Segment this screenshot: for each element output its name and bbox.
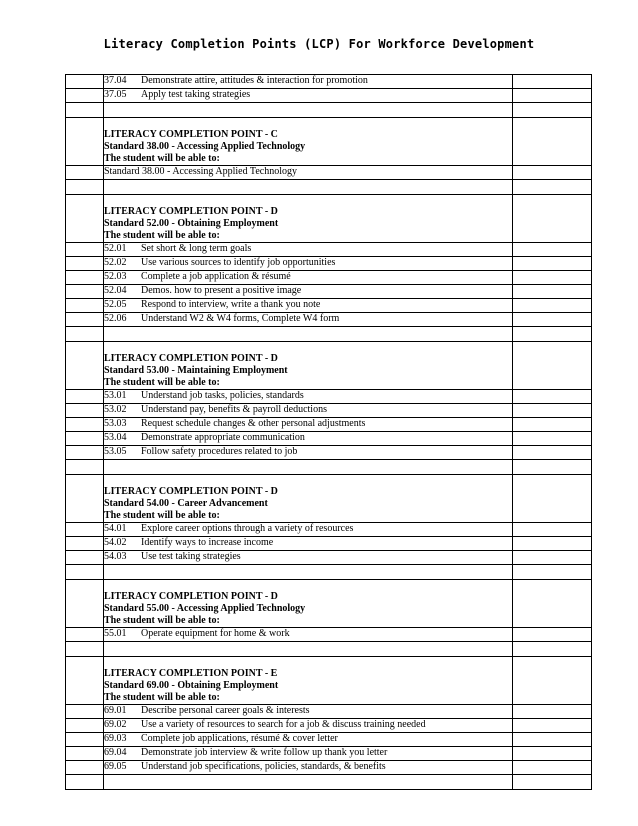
empty-cell: [66, 719, 104, 733]
empty-cell: [513, 195, 592, 243]
table-row: [66, 523, 592, 537]
empty-cell: [513, 327, 592, 342]
empty-cell: [104, 327, 513, 342]
table-row: [66, 166, 592, 180]
empty-cell: [513, 475, 592, 523]
section-header-row: [66, 475, 592, 523]
lcp-heading: LITERACY COMPLETION POINT - D: [104, 591, 278, 602]
lcp-heading: LITERACY COMPLETION POINT - D: [104, 486, 278, 497]
benchmark-cell: [104, 628, 513, 642]
empty-cell: [66, 705, 104, 719]
benchmark-cell: [104, 523, 513, 537]
table-row: [66, 271, 592, 285]
empty-cell: [104, 775, 513, 790]
section-header-row: [66, 195, 592, 243]
benchmark-text: Understand job tasks, policies, standards: [141, 390, 304, 401]
empty-cell: [513, 775, 592, 790]
section-header-row: [66, 342, 592, 390]
benchmark-cell: [104, 551, 513, 565]
benchmark-text: Explore career options through a variety of resources: [141, 523, 354, 534]
benchmark-cell: [104, 537, 513, 551]
empty-cell: [66, 418, 104, 432]
table-row: [66, 404, 592, 418]
table-row: [66, 705, 592, 719]
blank-row: [66, 642, 592, 657]
empty-cell: [66, 313, 104, 327]
empty-cell: [66, 257, 104, 271]
empty-cell: [513, 404, 592, 418]
benchmark-text: Use various sources to identify job opportunities: [141, 257, 336, 268]
lcp-heading: LITERACY COMPLETION POINT - D: [104, 353, 278, 364]
empty-cell: [104, 180, 513, 195]
benchmark-cell: [104, 418, 513, 432]
blank-row: [66, 103, 592, 118]
empty-cell: [513, 551, 592, 565]
empty-cell: [513, 180, 592, 195]
empty-cell: [513, 523, 592, 537]
benchmark-cell: [104, 243, 513, 257]
benchmark-text: Set short & long term goals: [141, 243, 252, 254]
benchmark-cell: [104, 705, 513, 719]
empty-cell: [104, 460, 513, 475]
table-row: [66, 733, 592, 747]
benchmark-cell: [104, 299, 513, 313]
table-row: [66, 537, 592, 551]
empty-cell: [66, 523, 104, 537]
benchmark-number: 69.02: [104, 719, 127, 730]
benchmark-cell: [104, 313, 513, 327]
section-header-row: [66, 118, 592, 166]
benchmark-cell: [104, 747, 513, 761]
benchmark-number: 53.02: [104, 404, 127, 415]
benchmark-cell: [104, 271, 513, 285]
able-heading: The student will be able to:: [104, 153, 220, 164]
empty-cell: [513, 537, 592, 551]
benchmark-cell: [104, 404, 513, 418]
section-header: [104, 118, 513, 166]
empty-cell: [66, 299, 104, 313]
empty-cell: [66, 733, 104, 747]
benchmark-text: Complete job applications, résumé & cover letter: [141, 733, 338, 744]
empty-cell: [66, 432, 104, 446]
empty-cell: [66, 243, 104, 257]
benchmark-cell: [104, 75, 513, 89]
empty-cell: [104, 565, 513, 580]
empty-cell: [513, 285, 592, 299]
benchmark-number: 53.01: [104, 390, 127, 401]
section-header: [104, 580, 513, 628]
benchmark-number: 69.04: [104, 747, 127, 758]
benchmark-number: 54.02: [104, 537, 127, 548]
empty-cell: [513, 628, 592, 642]
benchmark-cell: [104, 733, 513, 747]
benchmark-number: 52.05: [104, 299, 127, 310]
empty-cell: [66, 118, 104, 166]
benchmark-text: Standard 38.00 - Accessing Applied Technology: [104, 166, 297, 177]
empty-cell: [513, 103, 592, 118]
benchmark-text: Follow safety procedures related to job: [141, 446, 298, 457]
benchmark-number: 53.04: [104, 432, 127, 443]
able-heading: The student will be able to:: [104, 510, 220, 521]
lcp-heading: LITERACY COMPLETION POINT - C: [104, 129, 278, 140]
benchmark-text: Understand job specifications, policies, standards, & benefits: [141, 761, 386, 772]
table-row: [66, 551, 592, 565]
table-row: [66, 628, 592, 642]
standard-heading: Standard 38.00 - Accessing Applied Technology: [104, 141, 306, 152]
empty-cell: [66, 89, 104, 103]
empty-cell: [66, 775, 104, 790]
empty-cell: [66, 103, 104, 118]
empty-cell: [513, 299, 592, 313]
table-row: [66, 313, 592, 327]
empty-cell: [104, 103, 513, 118]
empty-cell: [66, 460, 104, 475]
empty-cell: [66, 195, 104, 243]
benchmark-text: Demos. how to present a positive image: [141, 285, 302, 296]
blank-row: [66, 460, 592, 475]
benchmark-cell: [104, 89, 513, 103]
benchmark-cell: [104, 257, 513, 271]
table-row: [66, 761, 592, 775]
benchmark-number: 37.04: [104, 75, 127, 86]
empty-cell: [66, 761, 104, 775]
benchmark-text: Use test taking strategies: [141, 551, 241, 562]
table-row: [66, 446, 592, 460]
lcp-heading: LITERACY COMPLETION POINT - E: [104, 668, 278, 679]
section-header: [104, 195, 513, 243]
empty-cell: [513, 271, 592, 285]
benchmark-number: 55.01: [104, 628, 127, 639]
section-header-row: [66, 657, 592, 705]
blank-row: [66, 565, 592, 580]
empty-cell: [66, 271, 104, 285]
benchmark-text: Operate equipment for home & work: [141, 628, 290, 639]
empty-cell: [513, 313, 592, 327]
benchmark-number: 54.03: [104, 551, 127, 562]
benchmark-text: Describe personal career goals & interests: [141, 705, 310, 716]
benchmark-cell: [104, 446, 513, 460]
benchmark-number: 52.06: [104, 313, 127, 324]
empty-cell: [513, 257, 592, 271]
able-heading: The student will be able to:: [104, 230, 220, 241]
section-header: [104, 342, 513, 390]
empty-cell: [513, 733, 592, 747]
benchmark-number: 52.01: [104, 243, 127, 254]
benchmark-number: 69.05: [104, 761, 127, 772]
empty-cell: [66, 342, 104, 390]
table-row: [66, 719, 592, 733]
section-header-row: [66, 580, 592, 628]
benchmark-number: 53.03: [104, 418, 127, 429]
table-row: [66, 89, 592, 103]
blank-row: [66, 180, 592, 195]
benchmark-text: Understand W2 & W4 forms, Complete W4 form: [141, 313, 340, 324]
benchmark-number: 37.05: [104, 89, 127, 100]
empty-cell: [513, 761, 592, 775]
empty-cell: [66, 537, 104, 551]
benchmark-number: 54.01: [104, 523, 127, 534]
empty-cell: [513, 166, 592, 180]
empty-cell: [66, 390, 104, 404]
empty-cell: [513, 446, 592, 460]
empty-cell: [513, 243, 592, 257]
able-heading: The student will be able to:: [104, 615, 220, 626]
lcp-table-body: [66, 75, 592, 790]
empty-cell: [513, 460, 592, 475]
standard-heading: Standard 69.00 - Obtaining Employment: [104, 680, 279, 691]
empty-cell: [513, 75, 592, 89]
benchmark-text: Apply test taking strategies: [141, 89, 251, 100]
empty-cell: [66, 747, 104, 761]
benchmark-number: 69.01: [104, 705, 127, 716]
table-row: [66, 285, 592, 299]
empty-cell: [513, 719, 592, 733]
empty-cell: [66, 180, 104, 195]
empty-cell: [513, 89, 592, 103]
empty-cell: [66, 327, 104, 342]
standard-heading: Standard 53.00 - Maintaining Employment: [104, 365, 288, 376]
benchmark-number: 52.03: [104, 271, 127, 282]
standard-heading: Standard 55.00 - Accessing Applied Technology: [104, 603, 306, 614]
table-row: [66, 747, 592, 761]
table-row: [66, 390, 592, 404]
empty-cell: [513, 432, 592, 446]
empty-cell: [66, 642, 104, 657]
empty-cell: [513, 418, 592, 432]
empty-cell: [513, 580, 592, 628]
empty-cell: [513, 657, 592, 705]
benchmark-text: Respond to interview, write a thank you note: [141, 299, 321, 310]
benchmark-cell: [104, 719, 513, 733]
benchmark-number: 52.04: [104, 285, 127, 296]
benchmark-cell: [104, 432, 513, 446]
table-row: [66, 243, 592, 257]
empty-cell: [513, 342, 592, 390]
empty-cell: [66, 628, 104, 642]
empty-cell: [66, 580, 104, 628]
empty-cell: [104, 642, 513, 657]
benchmark-text: Demonstrate appropriate communication: [141, 432, 305, 443]
section-header: [104, 657, 513, 705]
benchmark-cell: [104, 390, 513, 404]
benchmark-text: Demonstrate job interview & write follow up thank you letter: [141, 747, 388, 758]
empty-cell: [66, 446, 104, 460]
benchmark-text: Use a variety of resources to search for a job & discuss training needed: [141, 719, 426, 730]
benchmark-text: Complete a job application & résumé: [141, 271, 291, 282]
benchmark-text: Demonstrate attire, attitudes & interaction for promotion: [141, 75, 368, 86]
empty-cell: [513, 565, 592, 580]
empty-cell: [513, 390, 592, 404]
able-heading: The student will be able to:: [104, 377, 220, 388]
table-row: [66, 299, 592, 313]
standard-heading: Standard 52.00 - Obtaining Employment: [104, 218, 279, 229]
blank-row: [66, 327, 592, 342]
empty-cell: [513, 642, 592, 657]
section-header: [104, 475, 513, 523]
table-row: [66, 432, 592, 446]
empty-cell: [513, 705, 592, 719]
benchmark-text: Request schedule changes & other personal adjustments: [141, 418, 366, 429]
empty-cell: [66, 565, 104, 580]
benchmark-text: Understand pay, benefits & payroll deductions: [141, 404, 327, 415]
benchmark-cell: [104, 166, 513, 180]
table-row: [66, 418, 592, 432]
empty-cell: [513, 118, 592, 166]
page-title: Literacy Completion Points (LCP) For Workforce Development: [103, 37, 535, 51]
empty-cell: [66, 657, 104, 705]
benchmark-number: 53.05: [104, 446, 127, 457]
table-row: [66, 257, 592, 271]
empty-cell: [66, 551, 104, 565]
standard-heading: Standard 54.00 - Career Advancement: [104, 498, 268, 509]
empty-cell: [66, 285, 104, 299]
blank-row: [66, 775, 592, 790]
lcp-heading: LITERACY COMPLETION POINT - D: [104, 206, 278, 217]
empty-cell: [513, 747, 592, 761]
empty-cell: [66, 475, 104, 523]
able-heading: The student will be able to:: [104, 692, 220, 703]
empty-cell: [66, 404, 104, 418]
lcp-table: [65, 74, 592, 790]
benchmark-cell: [104, 761, 513, 775]
benchmark-number: 69.03: [104, 733, 127, 744]
empty-cell: [66, 75, 104, 89]
table-row: [66, 75, 592, 89]
benchmark-number: 52.02: [104, 257, 127, 268]
empty-cell: [66, 166, 104, 180]
benchmark-text: Identify ways to increase income: [141, 537, 274, 548]
benchmark-cell: [104, 285, 513, 299]
